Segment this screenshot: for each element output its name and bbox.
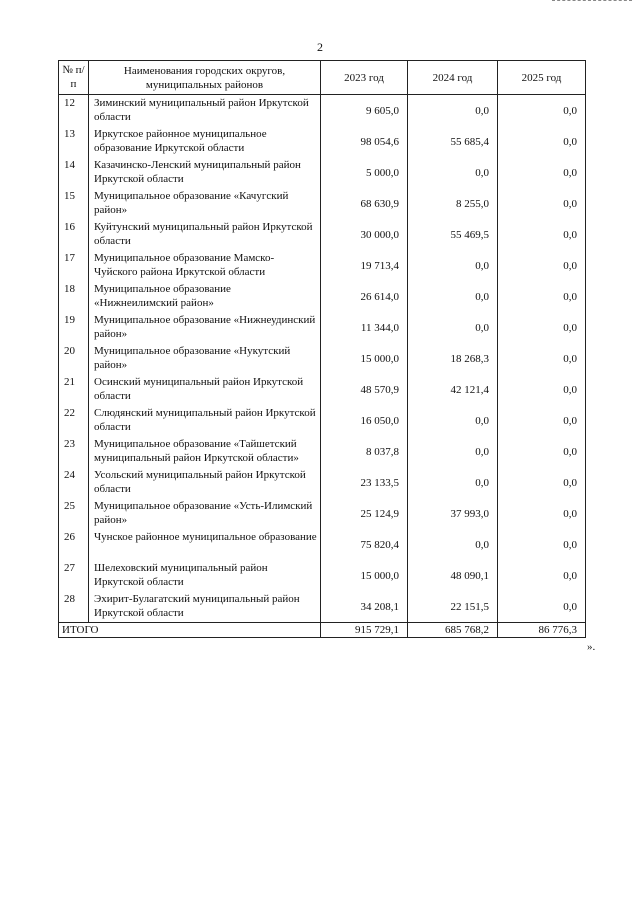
table-row — [59, 219, 586, 250]
row-2024: 0,0 — [408, 95, 498, 127]
row-name: Слюдянский муниципальный район Иркутской области — [89, 405, 321, 436]
row-name: Казачинско-Ленский муниципальный район Иркутской области — [89, 157, 321, 188]
header-name: Наименования городских округов, муниципальных районов — [89, 61, 321, 95]
total-2024: 685 768,2 — [408, 623, 498, 638]
row-name: Усольский муниципальный район Иркутской области — [89, 467, 321, 498]
row-2025: 0,0 — [498, 250, 586, 281]
row-num: 22 — [59, 405, 89, 436]
table-row — [59, 374, 586, 405]
row-2023: 48 570,9 — [321, 374, 408, 405]
row-num: 27 — [59, 560, 89, 591]
row-num: 19 — [59, 312, 89, 343]
row-2025: 0,0 — [498, 95, 586, 127]
row-2024: 8 255,0 — [408, 188, 498, 219]
total-2023: 915 729,1 — [321, 623, 408, 638]
scan-edge-mark — [552, 0, 632, 4]
row-2023: 68 630,9 — [321, 188, 408, 219]
row-2023: 34 208,1 — [321, 591, 408, 623]
table-row — [59, 157, 586, 188]
row-name: Чунское районное муниципальное образование — [89, 529, 321, 560]
row-2025: 0,0 — [498, 374, 586, 405]
row-name: Зиминский муниципальный район Иркутской области — [89, 95, 321, 127]
row-2025: 0,0 — [498, 436, 586, 467]
row-2025: 0,0 — [498, 529, 586, 560]
row-2025: 0,0 — [498, 188, 586, 219]
header-2025: 2025 год — [498, 61, 586, 95]
page-number: 2 — [317, 40, 323, 54]
table-row — [59, 95, 586, 127]
row-name: Муниципальное образование Мамско-Чуйского района Иркутской области — [89, 250, 321, 281]
table-row — [59, 591, 586, 623]
table-row — [59, 560, 586, 591]
row-name: Иркутское районное муниципальное образование Иркутской области — [89, 126, 321, 157]
row-2023: 16 050,0 — [321, 405, 408, 436]
row-2023: 75 820,4 — [321, 529, 408, 560]
table-row — [59, 281, 586, 312]
row-num: 14 — [59, 157, 89, 188]
row-2023: 5 000,0 — [321, 157, 408, 188]
row-2024: 37 993,0 — [408, 498, 498, 529]
row-name: Муниципальное образование «Качугский район» — [89, 188, 321, 219]
row-2025: 0,0 — [498, 312, 586, 343]
total-row — [59, 623, 586, 638]
row-num: 25 — [59, 498, 89, 529]
row-2024: 0,0 — [408, 312, 498, 343]
row-2024: 55 469,5 — [408, 219, 498, 250]
total-label: ИТОГО — [59, 623, 321, 638]
row-num: 15 — [59, 188, 89, 219]
header-2023: 2023 год — [321, 61, 408, 95]
row-2023: 15 000,0 — [321, 343, 408, 374]
row-num: 12 — [59, 95, 89, 127]
row-2024: 0,0 — [408, 467, 498, 498]
row-name: Муниципальное образование «Нижнеилимский район» — [89, 281, 321, 312]
row-2024: 18 268,3 — [408, 343, 498, 374]
row-2023: 11 344,0 — [321, 312, 408, 343]
row-num: 17 — [59, 250, 89, 281]
row-2024: 48 090,1 — [408, 560, 498, 591]
row-2024: 55 685,4 — [408, 126, 498, 157]
row-2024: 0,0 — [408, 436, 498, 467]
row-2024: 0,0 — [408, 250, 498, 281]
row-2025: 0,0 — [498, 219, 586, 250]
row-2025: 0,0 — [498, 281, 586, 312]
header-2024: 2024 год — [408, 61, 498, 95]
row-2024: 0,0 — [408, 157, 498, 188]
row-2024: 42 121,4 — [408, 374, 498, 405]
row-name: Куйтунский муниципальный район Иркутской области — [89, 219, 321, 250]
row-2025: 0,0 — [498, 498, 586, 529]
row-2024: 0,0 — [408, 529, 498, 560]
row-num: 23 — [59, 436, 89, 467]
row-name: Муниципальное образование «Нижнеудинский район» — [89, 312, 321, 343]
row-2025: 0,0 — [498, 405, 586, 436]
row-2023: 9 605,0 — [321, 95, 408, 127]
table-row — [59, 436, 586, 467]
row-num: 24 — [59, 467, 89, 498]
table-row — [59, 498, 586, 529]
row-2023: 15 000,0 — [321, 560, 408, 591]
row-2023: 98 054,6 — [321, 126, 408, 157]
row-num: 28 — [59, 591, 89, 623]
row-2023: 25 124,9 — [321, 498, 408, 529]
row-num: 26 — [59, 529, 89, 560]
row-2023: 26 614,0 — [321, 281, 408, 312]
row-2023: 30 000,0 — [321, 219, 408, 250]
row-name: Муниципальное образование «Усть-Илимский район» — [89, 498, 321, 529]
row-2025: 0,0 — [498, 560, 586, 591]
row-2024: 22 151,5 — [408, 591, 498, 623]
closing-quote-mark: ». — [587, 641, 596, 653]
row-2023: 8 037,8 — [321, 436, 408, 467]
row-2025: 0,0 — [498, 343, 586, 374]
row-2024: 0,0 — [408, 281, 498, 312]
row-name: Муниципальное образование «Тайшетский муниципальный район Иркутской области» — [89, 436, 321, 467]
row-2025: 0,0 — [498, 157, 586, 188]
table-row — [59, 188, 586, 219]
row-name: Эхирит-Булагатский муниципальный район Иркутской области — [89, 591, 321, 623]
row-2025: 0,0 — [498, 126, 586, 157]
row-num: 20 — [59, 343, 89, 374]
table-row — [59, 250, 586, 281]
row-num: 18 — [59, 281, 89, 312]
header-num: № п/п — [59, 61, 89, 95]
row-num: 13 — [59, 126, 89, 157]
row-name: Шелеховский муниципальный район Иркутской области — [89, 560, 321, 591]
table-row — [59, 312, 586, 343]
table-header-row — [59, 61, 586, 95]
row-2023: 23 133,5 — [321, 467, 408, 498]
total-2025: 86 776,3 — [498, 623, 586, 638]
row-2024: 0,0 — [408, 405, 498, 436]
row-2023: 19 713,4 — [321, 250, 408, 281]
row-2025: 0,0 — [498, 467, 586, 498]
row-num: 16 — [59, 219, 89, 250]
table-row — [59, 343, 586, 374]
table-row — [59, 529, 586, 560]
table-row — [59, 467, 586, 498]
row-name: Осинский муниципальный район Иркутской области — [89, 374, 321, 405]
budget-table-container — [58, 60, 586, 638]
table-row — [59, 126, 586, 157]
budget-table — [58, 60, 586, 638]
table-row — [59, 405, 586, 436]
row-num: 21 — [59, 374, 89, 405]
row-name: Муниципальное образование «Нукутский район» — [89, 343, 321, 374]
row-2025: 0,0 — [498, 591, 586, 623]
